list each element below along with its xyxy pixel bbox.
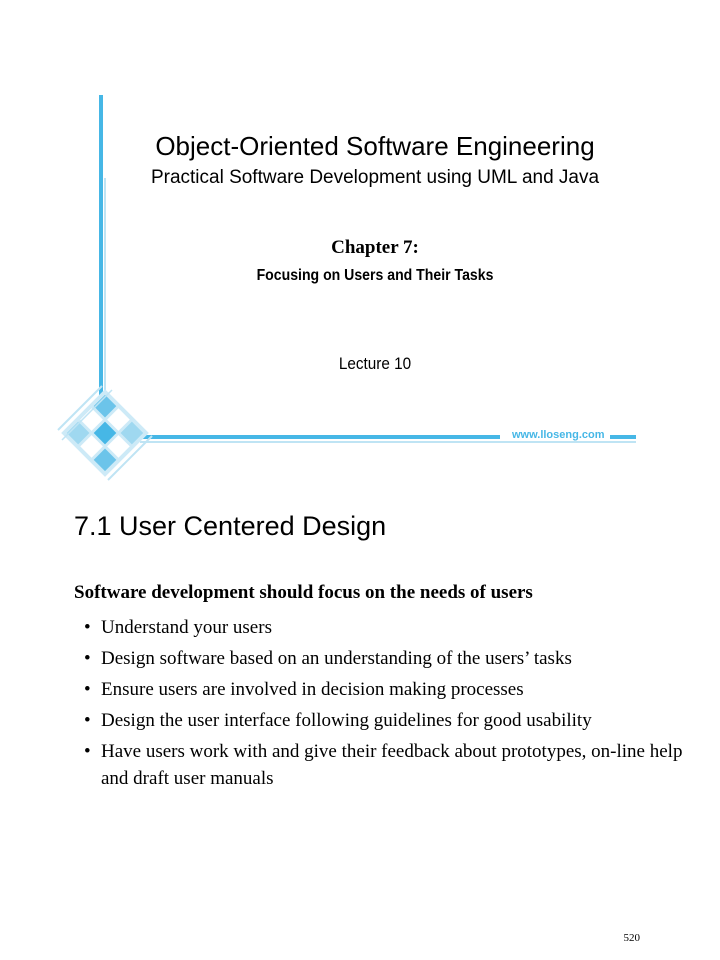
- book-subtitle: Practical Software Development using UML and Java: [150, 167, 600, 188]
- list-item: [84, 614, 684, 641]
- lead-statement: Software development should focus on the needs of users: [74, 582, 533, 603]
- bullet-glyph: •: [84, 679, 91, 700]
- list-item-text: Have users work with and give their feedback about prototypes, on-line help and draft user manuals: [101, 741, 683, 789]
- website-url: www.lloseng.com: [512, 429, 605, 441]
- list-item: [84, 738, 684, 792]
- list-item: [84, 645, 684, 672]
- list-item: [84, 707, 684, 734]
- chapter-label: Chapter 7:: [331, 237, 419, 258]
- bullet-glyph: •: [84, 710, 91, 731]
- list-item-text: Design the user interface following guidelines for good usability: [101, 710, 592, 731]
- page-number: 520: [623, 932, 640, 944]
- list-item-text: Ensure users are involved in decision making processes: [101, 679, 524, 700]
- bullet-glyph: •: [84, 648, 91, 669]
- lecture-label: Lecture 10: [338, 354, 412, 373]
- chapter-title: Focusing on Users and Their Tasks: [256, 267, 494, 284]
- bullet-glyph: •: [84, 617, 91, 638]
- tiled-diamond-logo-icon: [50, 378, 160, 488]
- vertical-accent-line: [99, 95, 103, 420]
- list-item: [84, 676, 684, 703]
- list-item-text: Understand your users: [101, 617, 272, 638]
- horizontal-accent-tail: [610, 435, 636, 439]
- bullet-glyph: •: [84, 741, 91, 762]
- bullet-list: [84, 614, 684, 796]
- section-heading: 7.1 User Centered Design: [74, 511, 387, 541]
- list-item-text: Design software based on an understanding of the users’ tasks: [101, 648, 572, 669]
- book-title: Object-Oriented Software Engineering: [155, 131, 595, 161]
- horizontal-accent-line: [128, 435, 500, 439]
